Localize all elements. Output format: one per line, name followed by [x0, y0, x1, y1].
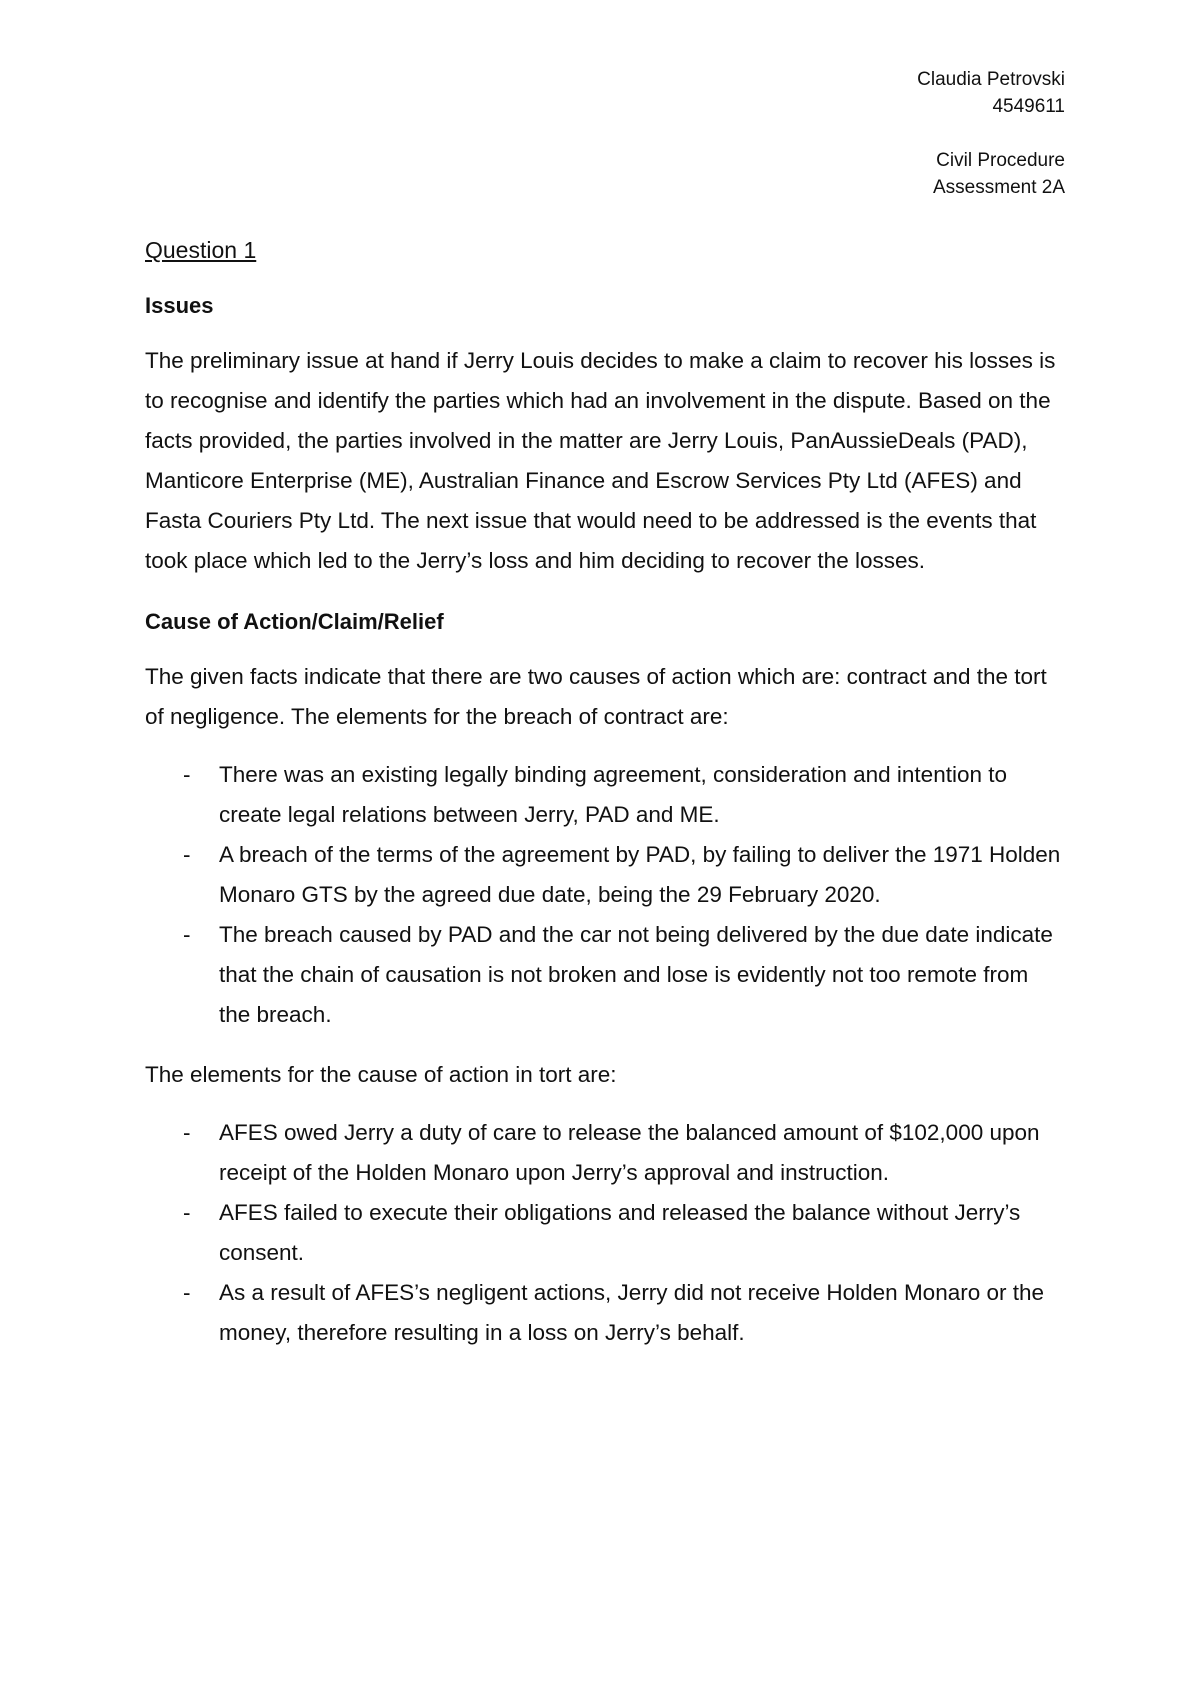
contract-element-text: The breach caused by PAD and the car not being delivered by the due date indicate that the chain of causation is not broken and lose is evidently not too remote from the breach.	[219, 922, 1053, 1027]
tort-intro: The elements for the cause of action in tort are:	[145, 1062, 617, 1087]
document-header	[145, 66, 1065, 201]
dash-bullet: -	[183, 1200, 191, 1225]
document-page	[145, 66, 1065, 1353]
dash-bullet: -	[183, 1120, 191, 1145]
assessment-name: Assessment 2A	[933, 177, 1065, 198]
student-id: 4549611	[992, 96, 1065, 117]
tort-element-text: As a result of AFES’s negligent actions, Jerry did not receive Holden Monaro or the money, therefore resulting in a loss on Jerry’s behalf.	[219, 1280, 1045, 1345]
issues-paragraph: The preliminary issue at hand if Jerry Louis decides to make a claim to recover his losses is to recognise and identify the parties which had an involvement in the dispute. Based on the facts provided, the parties involved in the matter are Jerry Louis, PanAussieDeals (PAD), Manticore Enterprise (ME), Australian Finance and Escrow Services Pty Ltd (AFES) and Fasta Couriers Pty Ltd. The next issue that would need to be addressed is the events that took place which led to the Jerry’s loss and him deciding to recover the losses.	[145, 348, 1056, 573]
cause-of-action-intro: The given facts indicate that there are two causes of action which are: contract and the tort of negligence. The elements for the breach of contract are:	[145, 664, 1047, 729]
contract-element-text: There was an existing legally binding agreement, consideration and intention to create legal relations between Jerry, PAD and ME.	[219, 762, 1007, 827]
dash-bullet: -	[183, 842, 191, 867]
dash-bullet: -	[183, 1280, 191, 1305]
course-name: Civil Procedure	[936, 150, 1065, 171]
cause-of-action-heading: Cause of Action/Claim/Relief	[145, 609, 444, 634]
tort-element-text: AFES owed Jerry a duty of care to release the balanced amount of $102,000 upon receipt of the Holden Monaro upon Jerry’s approval and instruction.	[219, 1120, 1040, 1185]
header-spacer	[145, 120, 1065, 147]
dash-bullet: -	[183, 762, 191, 787]
list-item	[145, 755, 1065, 835]
issues-heading: Issues	[145, 293, 214, 318]
list-item	[145, 1193, 1065, 1273]
tort-elements-list	[145, 1113, 1065, 1353]
tort-element-text: AFES failed to execute their obligations and released the balance without Jerry’s consent.	[219, 1200, 1021, 1265]
list-item	[145, 1113, 1065, 1193]
list-item	[145, 835, 1065, 915]
list-item	[145, 915, 1065, 1035]
author-name: Claudia Petrovski	[917, 69, 1065, 90]
list-item	[145, 1273, 1065, 1353]
contract-element-text: A breach of the terms of the agreement by PAD, by failing to deliver the 1971 Holden Monaro GTS by the agreed due date, being the 29 February 2020.	[219, 842, 1061, 907]
dash-bullet: -	[183, 922, 191, 947]
question-title: Question 1	[145, 237, 257, 263]
contract-elements-list	[145, 755, 1065, 1035]
